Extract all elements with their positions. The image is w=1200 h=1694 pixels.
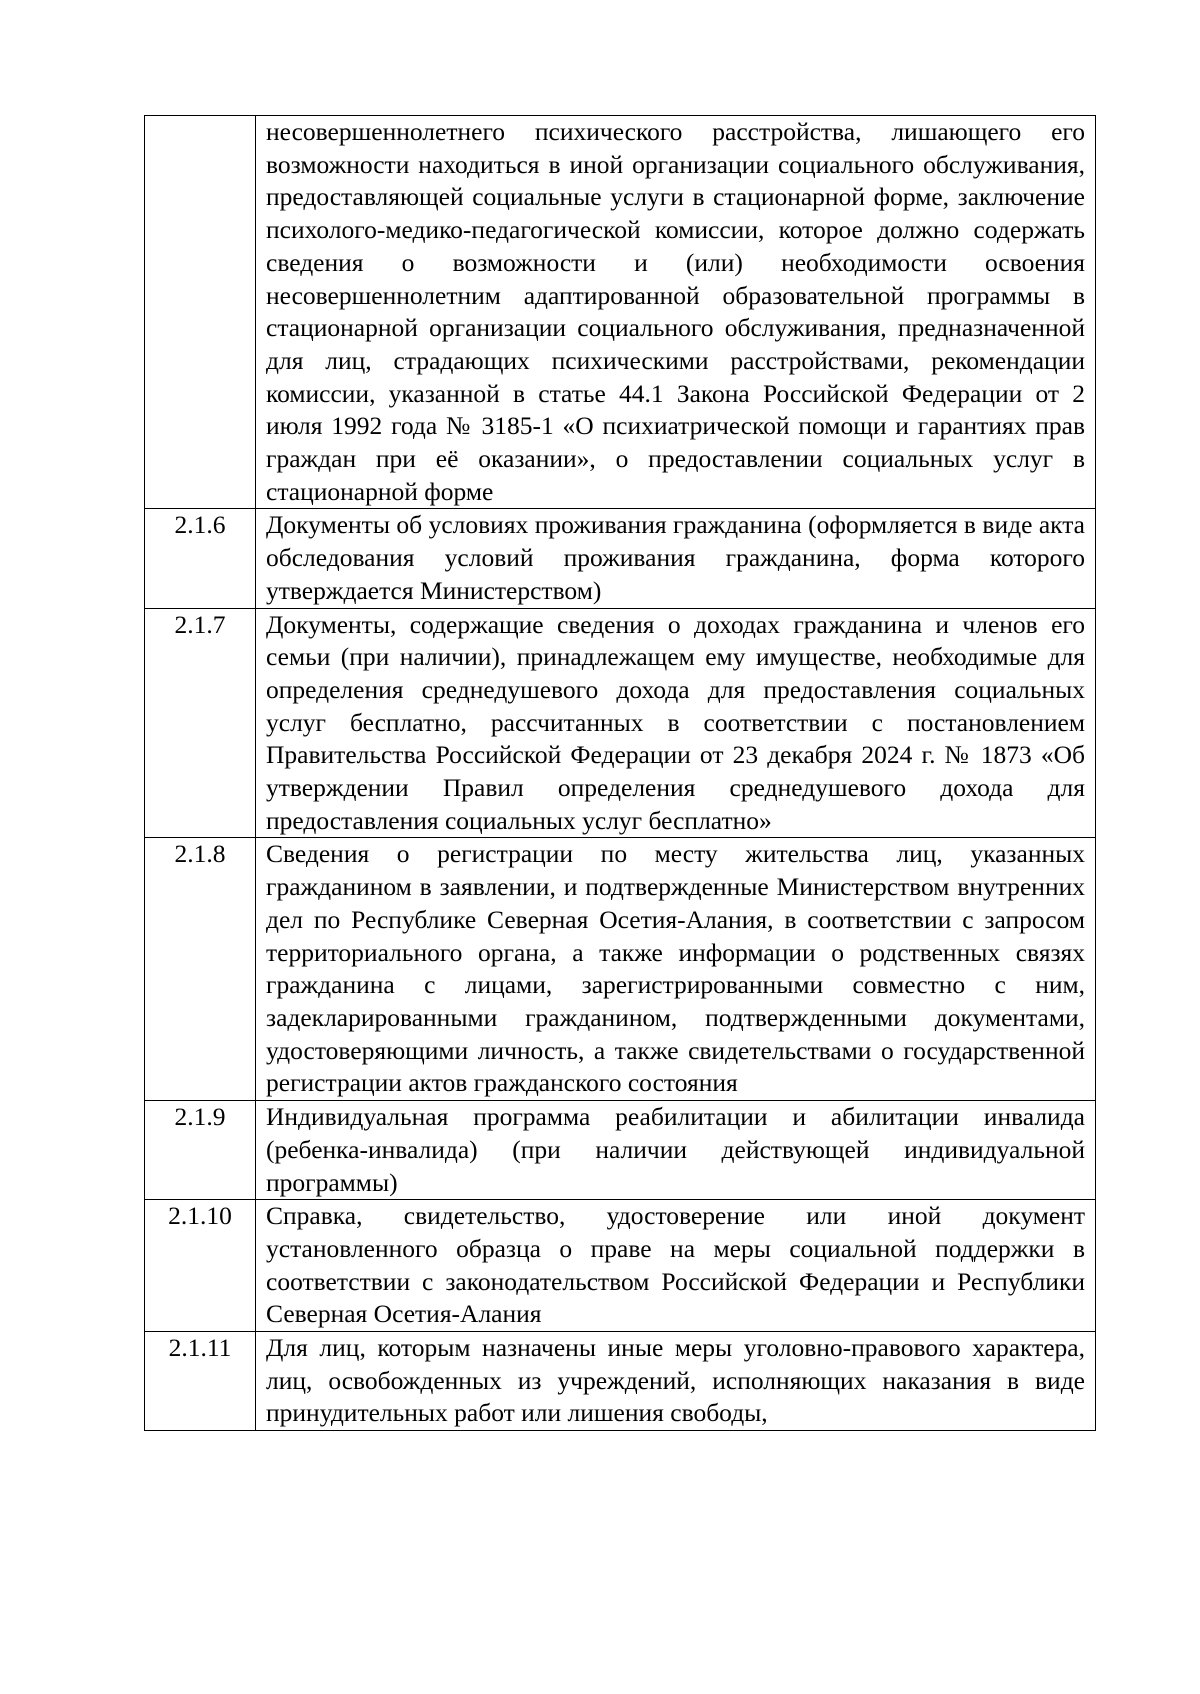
row-number: 2.1.8 bbox=[145, 838, 256, 1101]
row-number: 2.1.7 bbox=[145, 608, 256, 838]
row-number: 2.1.9 bbox=[145, 1101, 256, 1200]
table-row bbox=[145, 1332, 1096, 1431]
table-row bbox=[145, 1101, 1096, 1200]
row-text: Индивидуальная программа реабилитации и абилитации инвалида (ребенка-инвалида) (при наличии действующей индивидуальной программы) bbox=[256, 1101, 1096, 1200]
table-row bbox=[145, 509, 1096, 608]
row-number bbox=[145, 116, 256, 509]
row-text: несовершеннолетнего психического расстройства, лишающего его возможности находиться в иной организации социального обслуживания, предоставляющей социальные услуги в стационарной форме, заключение психолого-медико-педагогической комиссии, которое должно содержать сведения о возможности и (или) необходимости освоения несовершеннолетним адаптированной образовательной программы в стационарной организации социального обслуживания, предназначенной для лиц, страдающих психическими расстройствами, рекомендации комиссии, указанной в статье 44.1 Закона Российской Федерации от 2 июля 1992 года № 3185-1 «О психиатрической помощи и гарантиях прав граждан при её оказании», о предоставлении социальных услуг в стационарной форме bbox=[256, 116, 1096, 509]
table-row bbox=[145, 1200, 1096, 1332]
row-text: Документы, содержащие сведения о доходах гражданина и членов его семьи (при наличии), принадлежащем ему имуществе, необходимые для определения среднедушевого дохода для предоставления социальных услуг бесплатно, рассчитанных в соответствии с постановлением Правительства Российской Федерации от 23 декабря 2024 г. № 1873 «Об утверждении Правил определения среднедушевого дохода для предоставления социальных услуг бесплатно» bbox=[256, 608, 1096, 838]
table-row bbox=[145, 608, 1096, 838]
row-number: 2.1.10 bbox=[145, 1200, 256, 1332]
row-text: Справка, свидетельство, удостоверение или иной документ установленного образца о праве на меры социальной поддержки в соответствии с законодательством Российской Федерации и Республики Северная Осетия-Алания bbox=[256, 1200, 1096, 1332]
row-text: Сведения о регистрации по месту жительства лиц, указанных гражданином в заявлении, и подтвержденные Министерством внутренних дел по Республике Северная Осетия-Алания, в соответствии с запросом территориального органа, а также информации о родственных связях гражданина с лицами, зарегистрированными совместно с ним, задекларированными гражданином, подтвержденными документами, удостоверяющими личность, а также свидетельствами о государственной регистрации актов гражданского состояния bbox=[256, 838, 1096, 1101]
row-text: Для лиц, которым назначены иные меры уголовно-правового характера, лиц, освобожденных из учреждений, исполняющих наказания в виде принудительных работ или лишения свободы, bbox=[256, 1332, 1096, 1431]
row-text: Документы об условиях проживания гражданина (оформляется в виде акта обследования условий проживания гражданина, форма которого утверждается Министерством) bbox=[256, 509, 1096, 608]
row-number: 2.1.11 bbox=[145, 1332, 256, 1431]
row-number: 2.1.6 bbox=[145, 509, 256, 608]
table-row bbox=[145, 116, 1096, 509]
table-row bbox=[145, 838, 1096, 1101]
requirements-table bbox=[144, 115, 1096, 1431]
